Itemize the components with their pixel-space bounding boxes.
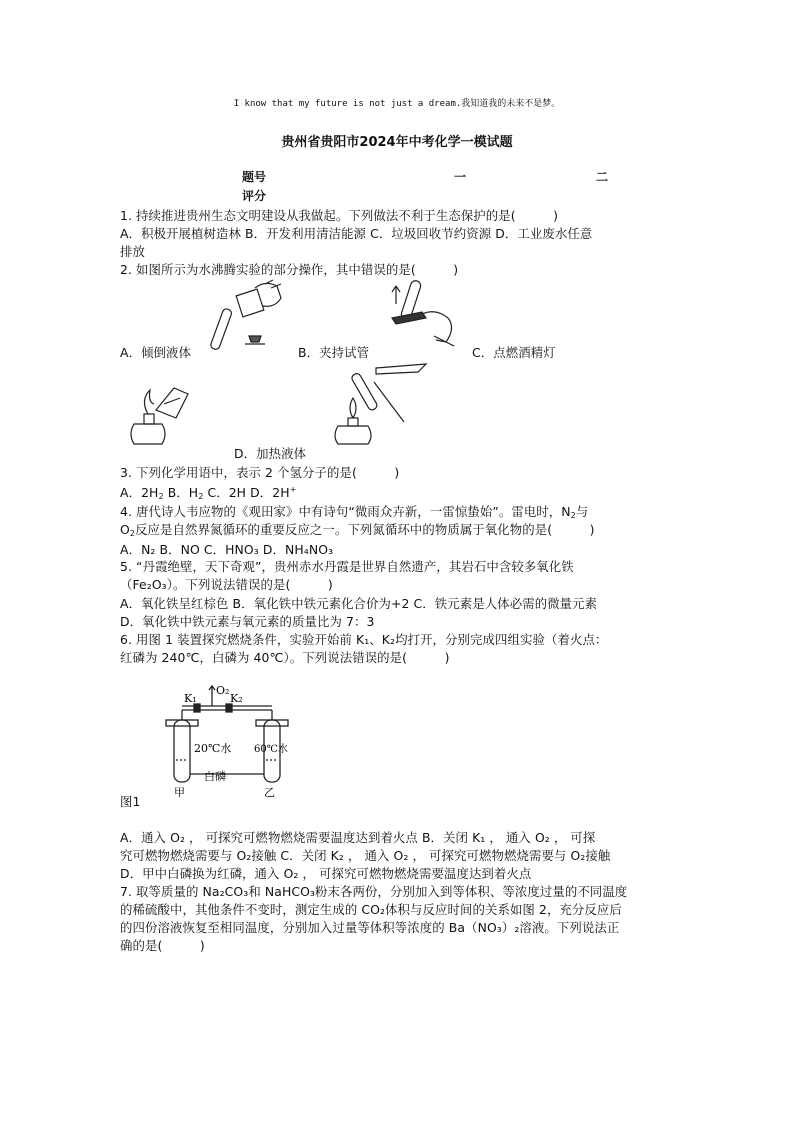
q7-line-4: 确的是( ) [120, 938, 205, 953]
q1-stem: 1. 持续推进贵州生态文明建设从我做起。下列做法不利于生态保护的是( ) [120, 208, 559, 223]
q4-line-1: 4. 唐代诗人韦应物的《观田家》中有诗句“微雨众卉新，一雷惊蛰始”。雷电时，$N_2$与 [120, 504, 589, 520]
q3-options: A．$2H_2$ B．$H_2$ C．2H D．2H+ [120, 485, 297, 501]
fig1-caption: 图1 [120, 794, 141, 809]
q5-line-3: A．氧化铁呈红棕色 B．氧化铁中铁元素化合价为+2 C．铁元素是人体必需的微量元素 [120, 596, 598, 611]
q7-line-2: 的稀硫酸中，其他条件不变时，测定生成的 CO₂体积与反应时间的关系如图 2，充分反应后 [120, 902, 622, 917]
fig1-label-jia: 甲 [174, 786, 185, 799]
q6-line-2: 红磷为 240℃，白磷为 40℃）。下列说法错误的是( ) [120, 650, 450, 665]
q2-option-b: B．夹持试管 [298, 345, 370, 360]
combustion-apparatus-figure [160, 680, 300, 800]
fig1-label-k1: K₁ [184, 692, 197, 705]
heating-liquid-figure [320, 362, 430, 448]
fig1-label-o2: O₂ [216, 684, 230, 697]
q4-line-2: $O_2$反应是自然界氮循环的重要反应之一。下列氮循环中的物质属于氧化物的是( ) [120, 522, 595, 538]
q2-option-d: D．加热液体 [234, 446, 307, 461]
score-table-col-2: 二 [596, 170, 609, 184]
q2-option-a: A．倾倒液体 [120, 345, 192, 360]
score-table-item-label: 题号 [242, 170, 267, 184]
score-table-score-label: 评分 [242, 189, 267, 203]
holding-tube-figure [382, 278, 468, 354]
q2-stem: 2. 如图所示为水沸腾实验的部分操作，其中错误的是( ) [120, 262, 459, 277]
q4-options: A．N₂ B．NO C．HNO₃ D．NH₄NO₃ [120, 542, 334, 557]
q6-options-line-1: A．通入 O₂ ， 可探究可燃物燃烧需要温度达到着火点 B．关闭 K₁ ， 通入 O₂ ， 可探 [120, 830, 596, 845]
pouring-liquid-figure [205, 278, 285, 354]
lighting-lamp-figure [120, 380, 194, 450]
page-title: 贵州省贵阳市2024年中考化学一模试题 [281, 135, 513, 150]
q6-line-1: 6. 用图 1 装置探究燃烧条件，实验开始前 K₁、K₂均打开，分别完成四组实验（着火点： [120, 632, 608, 647]
fig1-label-water60: 60℃水 [254, 744, 288, 755]
q3-stem: 3. 下列化学用语中，表示 2 个氢分子的是( ) [120, 465, 400, 480]
q1-options-cont: 排放 [120, 244, 145, 259]
fig1-label-yi: 乙 [264, 786, 275, 799]
q2-option-c: C．点燃酒精灯 [472, 345, 556, 360]
header-motto: I know that my future is not just a dream.我知道我的未来不是梦。 [233, 99, 561, 109]
q7-line-3: 的四份溶液恢复至相同温度，分别加入过量等体积等浓度的 Ba（NO₃）₂溶液。下列说法正 [120, 920, 620, 935]
fig1-label-white-p: 白磷 [204, 770, 226, 783]
q6-options-line-2: 究可燃物燃烧需要与 O₂接触 C．关闭 K₂ ， 通入 O₂ ， 可探究可燃物燃烧需要与 O₂接触 [120, 848, 611, 863]
q5-line-2: （Fe₂O₃）。下列说法错误的是( ) [120, 577, 333, 592]
fig1-label-k2: K₂ [230, 692, 243, 705]
fig1-label-water20: 20℃水 [194, 742, 232, 755]
q1-options: A．积极开展植树造林 B．开发利用清洁能源 C．垃圾回收节约资源 D．工业废水任意 [120, 226, 593, 241]
q7-line-1: 7. 取等质量的 Na₂CO₃和 NaHCO₃粉末各两份，分别加入到等体积、等浓度过量的不同温度 [120, 884, 628, 899]
q6-options-line-3: D．甲中白磷换为红磷，通入 O₂ ， 可探究可燃物燃烧需要温度达到着火点 [120, 866, 532, 881]
q5-line-4: D．氧化铁中铁元素与氧元素的质量比为 7：3 [120, 614, 375, 629]
q5-line-1: 5. “丹霞绝壁，天下奇观”，贵州赤水丹霞是世界自然遗产，其岩石中含较多氧化铁 [120, 559, 574, 574]
score-table-col-1: 一 [454, 170, 467, 184]
